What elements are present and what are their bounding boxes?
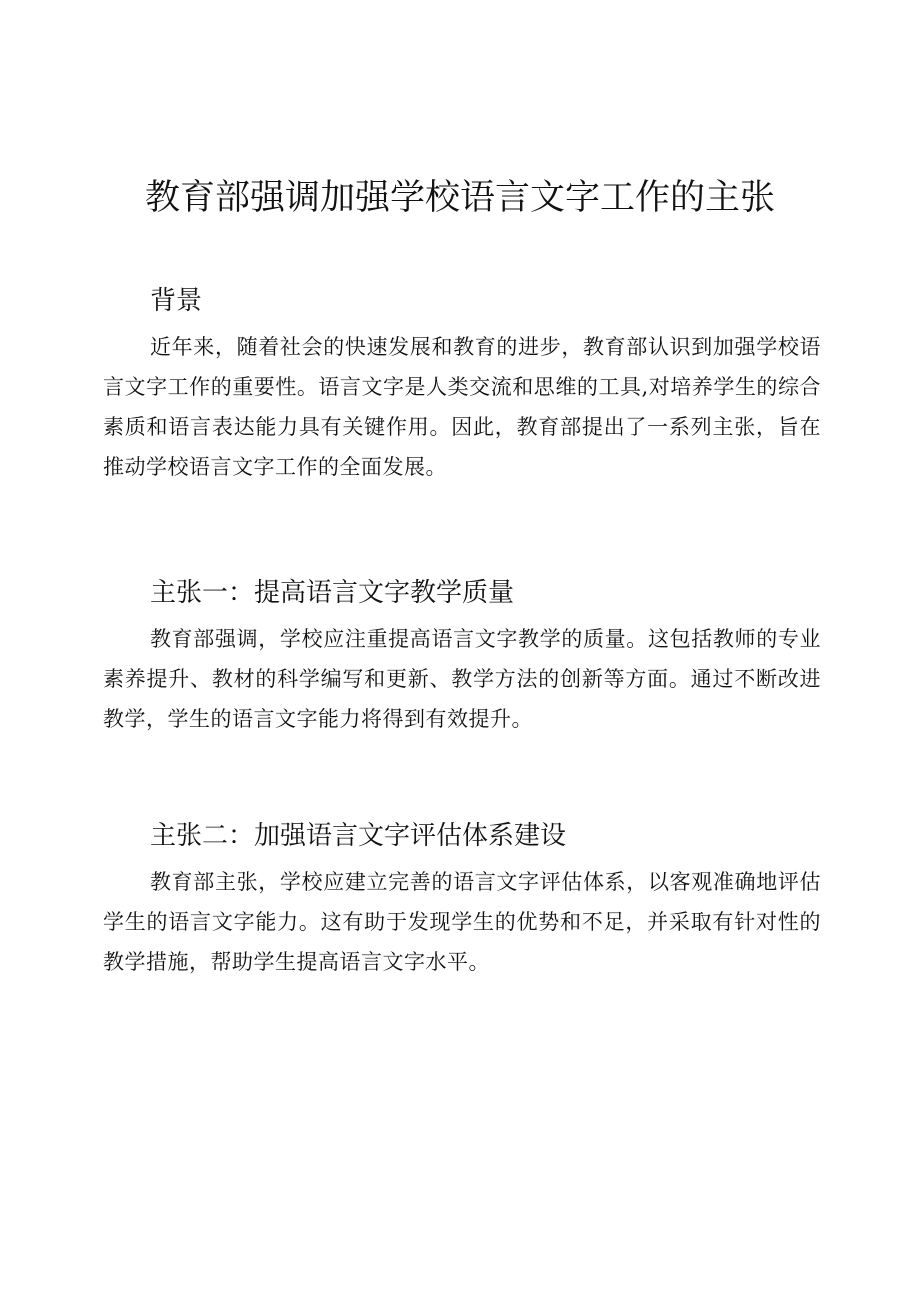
section-paragraph: 教育部强调，学校应注重提高语言文字教学的质量。这包括教师的专业素养提升、教材的科学编写和更新、教学方法的创新等方面。通过不断改进教学，学生的语言文字能力将得到有效提升。	[103, 627, 821, 731]
section-heading: 主张一：提高语言文字教学质量	[150, 578, 515, 608]
section-paragraph: 教育部主张，学校应建立完善的语言文字评估体系，以客观准确地评估学生的语言文字能力。这有助于发现学生的优势和不足，并采取有针对性的教学措施，帮助学生提高语言文字水平。	[103, 870, 821, 974]
section-proposal-one	[103, 575, 821, 739]
document-title: 教育部强调加强学校语言文字工作的主张	[144, 178, 775, 218]
section-heading: 背景	[150, 286, 203, 316]
section-paragraph: 近年来，随着社会的快速发展和教育的进步，教育部认识到加强学校语言文字工作的重要性。语言文字是人类交流和思维的工具,对培养学生的综合素质和语言表达能力具有关键作用。因此，教育部提出了一系列主张，旨在推动学校语言文字工作的全面发展。	[103, 335, 821, 479]
section-proposal-two	[103, 818, 821, 982]
section-background	[103, 283, 821, 487]
section-heading: 主张二：加强语言文字评估体系建设	[150, 821, 567, 851]
